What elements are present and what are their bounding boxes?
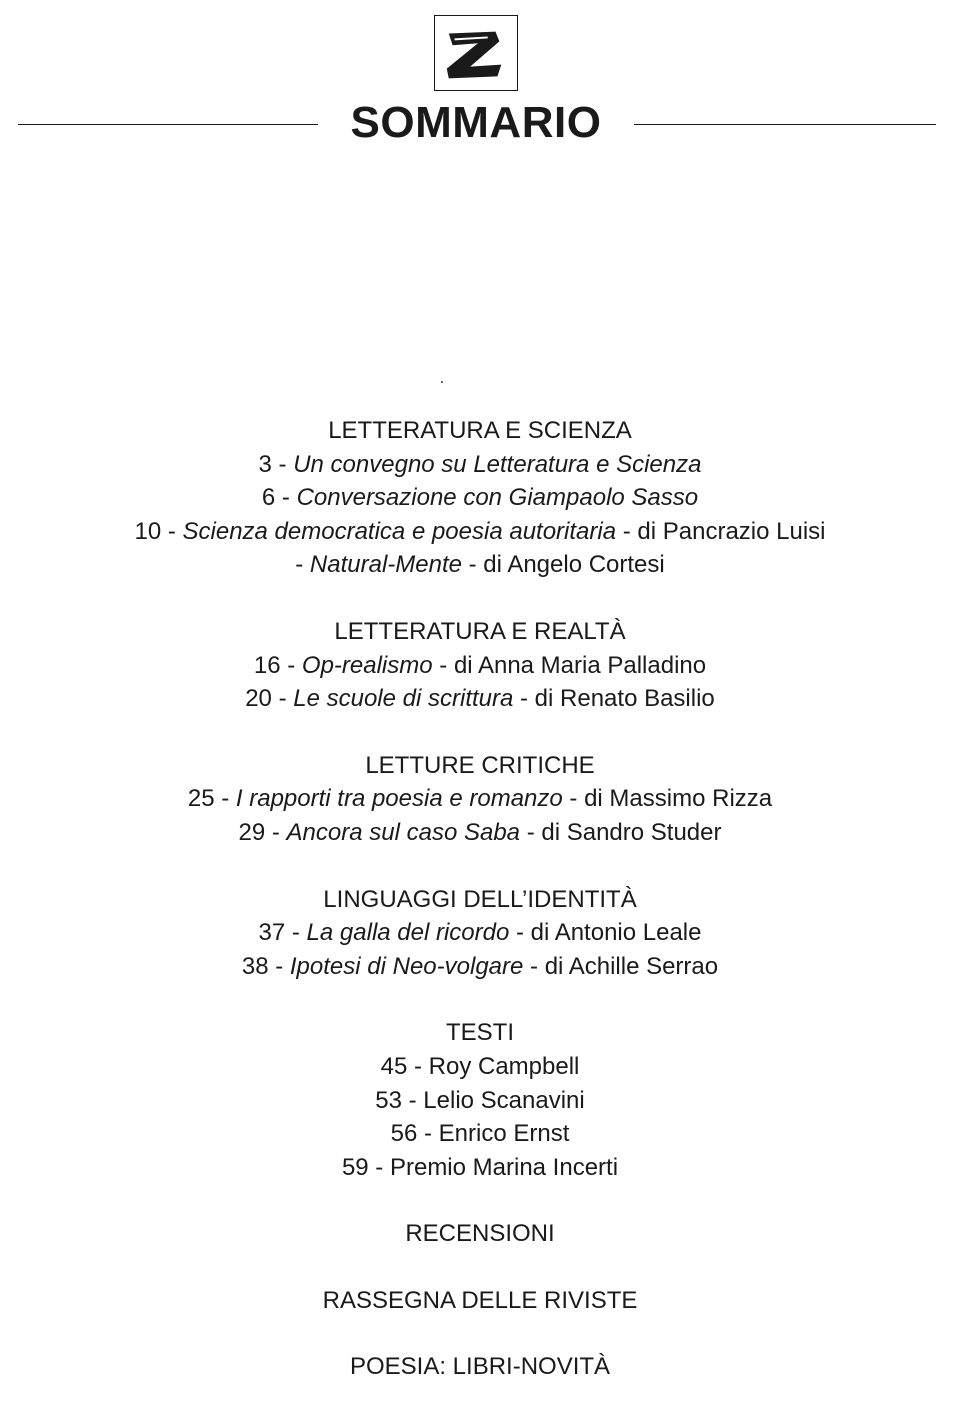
title-rule-right — [634, 124, 936, 125]
section-heading: LETTERATURA E SCIENZA — [328, 417, 632, 444]
entry-sep: - — [265, 818, 287, 846]
entry-sep: - — [417, 1120, 439, 1148]
toc-entry — [0, 916, 960, 950]
entry-author: Enrico Ernst — [438, 1120, 570, 1148]
entry-author: Roy Campbell — [428, 1052, 580, 1080]
toc-entry — [0, 649, 960, 683]
section-heading: RECENSIONI — [405, 1220, 555, 1248]
section-poesia — [0, 1350, 960, 1384]
entry-page: 16 — [253, 651, 281, 679]
section-heading: LINGUAGGI DELL’IDENTITÀ — [323, 885, 637, 913]
section-rassegna — [0, 1284, 960, 1318]
page-title: SOMMARIO — [350, 98, 602, 147]
toc-entry — [0, 1084, 960, 1118]
entry-title: Natural-Mente — [309, 551, 462, 579]
toc-entry — [0, 682, 960, 716]
entry-page: 29 — [238, 818, 266, 846]
entry-author: - di Achille Serrao — [523, 952, 719, 980]
entry-sep: - — [271, 450, 294, 478]
section-heading: POESIA: LIBRI-NOVITÀ — [349, 1353, 611, 1381]
entry-title: Scienza democratica e poesia autoritaria — [182, 517, 617, 545]
section-recensioni — [0, 1217, 960, 1251]
entry-title: Le scuole di scrittura — [293, 685, 514, 713]
entry-page: 6 — [261, 484, 276, 512]
toc-entry — [0, 1117, 960, 1151]
entry-page: 20 — [245, 685, 272, 713]
entry-page: 45 — [380, 1052, 408, 1080]
toc-entry — [0, 515, 960, 549]
entry-sep: - — [285, 919, 307, 947]
entry-sep: - — [271, 685, 294, 713]
entry-page: 3 — [258, 450, 272, 478]
entry-page: 53 — [375, 1086, 402, 1114]
title-rule-left — [18, 124, 318, 125]
toc-entry — [0, 816, 960, 850]
entry-page: 59 — [341, 1153, 369, 1181]
entry-title: Un convegno su Letteratura e Scienza — [293, 450, 702, 478]
entry-sep: - — [295, 551, 310, 579]
entry-title: Op-realismo — [301, 651, 433, 679]
entry-sep: - — [161, 517, 183, 545]
section-linguaggi-identita — [0, 883, 960, 984]
entry-author: - di Sandro Studer — [520, 818, 722, 846]
entry-page: 25 — [187, 785, 215, 813]
section-letteratura-realta — [0, 615, 960, 716]
entry-page: 10 — [134, 517, 162, 545]
entry-sep: - — [401, 1086, 424, 1114]
entry-sep: - — [275, 484, 297, 512]
entry-author: - di Pancrazio Luisi — [616, 517, 826, 545]
entry-sep: - — [214, 785, 236, 813]
toc-entry — [0, 548, 960, 582]
toc-entry — [0, 448, 960, 482]
entry-title: Ipotesi di Neo-volgare — [289, 952, 524, 980]
toc-entry — [0, 1050, 960, 1084]
section-letteratura-scienza — [0, 414, 960, 582]
entry-sep: - — [368, 1153, 390, 1181]
section-heading: RASSEGNA DELLE RIVISTE — [322, 1286, 638, 1314]
entry-title: I rapporti tra poesia e romanzo — [235, 785, 563, 813]
speck — [441, 381, 443, 383]
section-testi — [0, 1016, 960, 1184]
entry-page: 38 — [241, 952, 269, 980]
journal-logo — [434, 15, 518, 91]
entry-author: Premio Marina Incerti — [389, 1153, 619, 1181]
entry-author: - di Renato Basilio — [513, 685, 715, 713]
entry-title: Conversazione con Giampaolo Sasso — [296, 484, 699, 512]
title-row — [0, 95, 960, 151]
entry-sep: - — [407, 1052, 429, 1080]
entry-author: Lelio Scanavini — [423, 1086, 585, 1114]
entry-title: Ancora sul caso Saba — [286, 818, 521, 846]
section-heading: TESTI — [445, 1019, 514, 1047]
entry-page: 56 — [390, 1120, 418, 1148]
toc-entry — [0, 950, 960, 984]
entry-title: La galla del ricordo — [306, 919, 510, 947]
z-logo-icon — [435, 16, 517, 90]
section-heading: LETTERATURA E REALTÀ — [334, 617, 626, 645]
toc-entry — [0, 1151, 960, 1185]
entry-author: - di Anna Maria Palladino — [432, 651, 707, 679]
entry-sep: - — [268, 952, 290, 980]
entry-author: - di Massimo Rizza — [562, 785, 773, 813]
toc-entry — [0, 481, 960, 515]
entry-author: - di Antonio Leale — [509, 919, 702, 947]
table-of-contents — [0, 414, 960, 1384]
section-heading: LETTURE CRITICHE — [365, 751, 595, 779]
section-letture-critiche — [0, 749, 960, 850]
toc-entry — [0, 782, 960, 816]
entry-sep: - — [280, 651, 302, 679]
entry-author: - di Angelo Cortesi — [461, 551, 665, 579]
entry-page: 37 — [258, 919, 286, 947]
